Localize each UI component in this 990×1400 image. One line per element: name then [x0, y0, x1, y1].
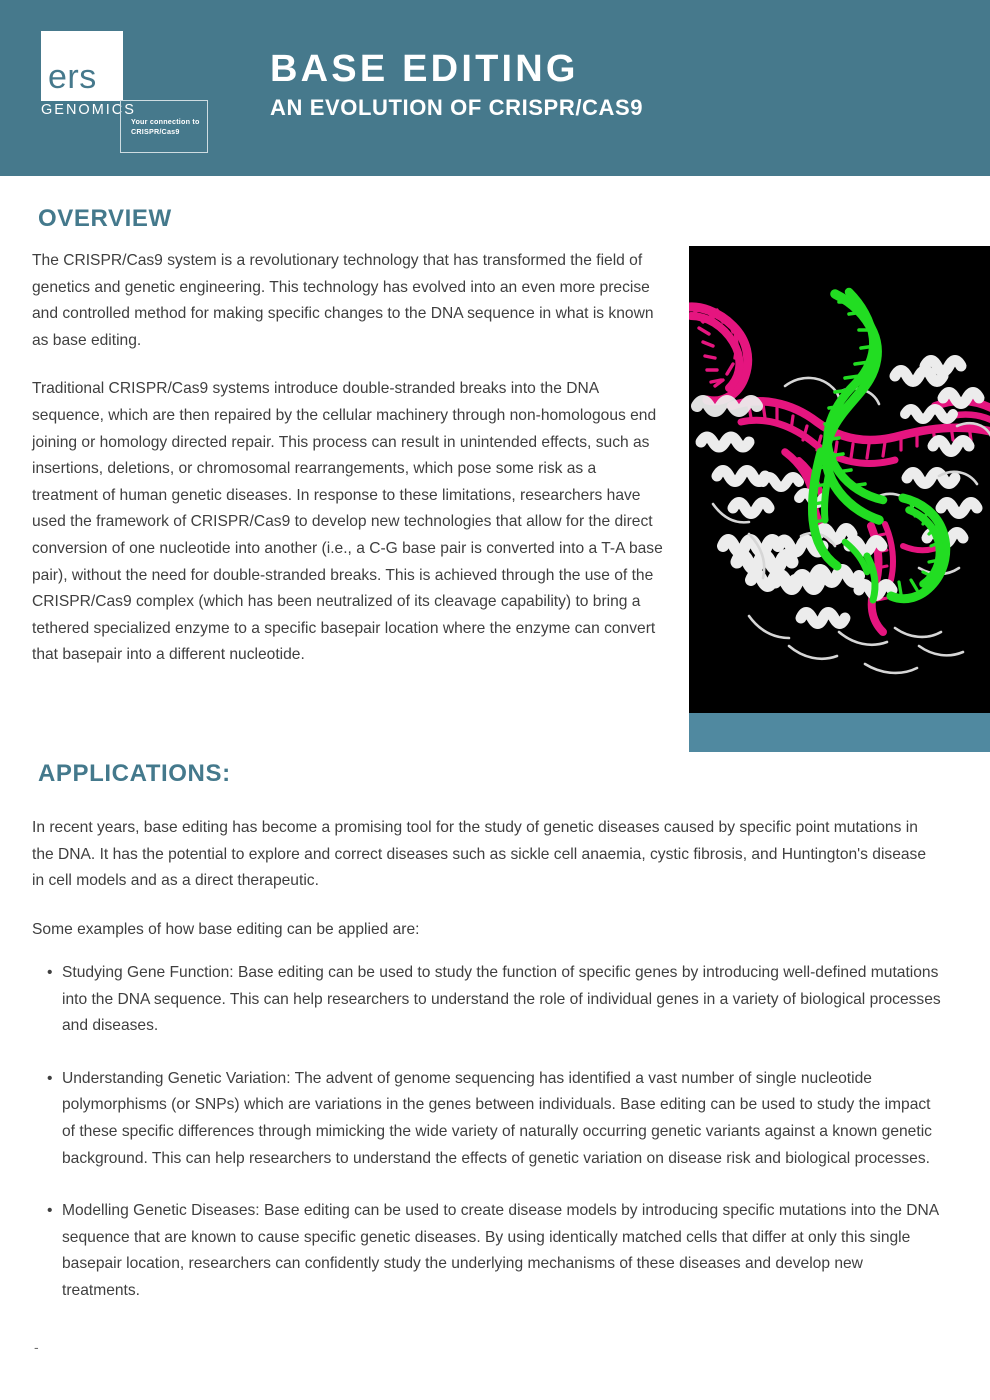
applications-paragraph-2: Some examples of how base editing can be applied are: — [32, 920, 420, 938]
page-subtitle: AN EVOLUTION OF CRISPR/CAS9 — [270, 95, 644, 120]
logo-tagline-text: Your connection to CRISPR/Cas9 — [131, 117, 200, 136]
applications-intro — [32, 815, 942, 965]
bullet-glyph: • — [47, 1202, 53, 1220]
protein-structure-image — [689, 246, 990, 713]
bullet-glyph: • — [47, 964, 53, 981]
applications-paragraph-1: In recent years, base editing has become a promising tool for the study of genetic diseases caused by specific point mutations in the DNA. It has the potential to explore and correct diseases such as sickle cell anaemia, cystic fibrosis, and Huntington's disease in cell models and as a direct therapeutic. — [32, 819, 927, 890]
overview-paragraph-2: Traditional CRISPR/Cas9 systems introduce double-stranded breaks into the DNA sequence, which are then repaired by the cellular machinery through non-homologous end joining or homology directed repair. This process can result in unintended effects, such as insertions, deletions, or chromosomal rearrangements, which pose some risk as a treatment of human genetic diseases. In response to these limitations, researchers have used the framework of CRISPR/Cas9 to develop new technologies that allow for the direct conversion of one nucleotide into another (i.e., a C-G base pair is converted into a T-A base pair), without the need for double-stranded breaks. This is achieved through the use of the CRISPR/Cas9 complex (which has been neutralized of its cleavage capability) to bring a tethered specialized enzyme to a specific basepair location where the enzyme can convert that basepair into a different nucleotide. — [32, 380, 663, 664]
applications-heading: APPLICATIONS: — [38, 760, 231, 787]
applications-list — [32, 960, 944, 1331]
overview-paragraph-1: The CRISPR/Cas9 system is a revolutionary technology that has transformed the field of genetics and genetic engineering. This technology has evolved into an even more precise and controlled method for making specific changes to the DNA sequence in what is known as base editing. — [32, 252, 654, 349]
overview-heading: OVERVIEW — [38, 205, 172, 232]
company-logo — [41, 31, 211, 153]
logo-subword: GENOMICS — [41, 102, 136, 118]
list-item — [32, 1066, 944, 1172]
logo-wordmark: ers — [48, 58, 97, 96]
page-header — [0, 0, 990, 176]
header-title-block — [270, 47, 830, 121]
figure-crispr-cas9-structure — [689, 246, 990, 752]
overview-text-column — [32, 248, 664, 691]
list-item-text: Understanding Genetic Variation: The advent of genome sequencing has identified a vast number of single nucleotide polymorphisms (or SNPs) which are variations in the genes between individuals. Base editing can be used to study the impact of these specific differences through mimicking the wide variety of naturally occurring genetic variants against a known genetic background. This can help researchers to understand the effects of genetic variation on disease risk and biological processes. — [62, 1069, 932, 1167]
bullet-glyph: • — [47, 1069, 53, 1087]
list-item-text: Studying Gene Function: Base editing can be used to study the function of specific genes by introducing well-defined mutations into the DNA sequence. This can help researchers to understand the role of individual genes in a variety of biological processes and diseases. — [62, 964, 941, 1035]
trailing-mark: - — [34, 1339, 39, 1355]
list-item-text: Modelling Genetic Diseases: Base editing can be used to create disease models by introducing specific mutations into the DNA sequence that are known to cause specific genetic diseases. By using identically matched cells that differ at only this single basepair location, researchers can confidently study the underlying mechanisms of these diseases and develop new treatments. — [62, 1202, 939, 1299]
page-title: BASE EDITING — [270, 48, 579, 90]
list-item — [32, 1198, 944, 1304]
molecular-ribbon-graphic — [689, 246, 990, 713]
figure-caption-bar — [689, 713, 990, 752]
logo-tagline-box — [120, 100, 208, 153]
list-item — [32, 960, 944, 1040]
